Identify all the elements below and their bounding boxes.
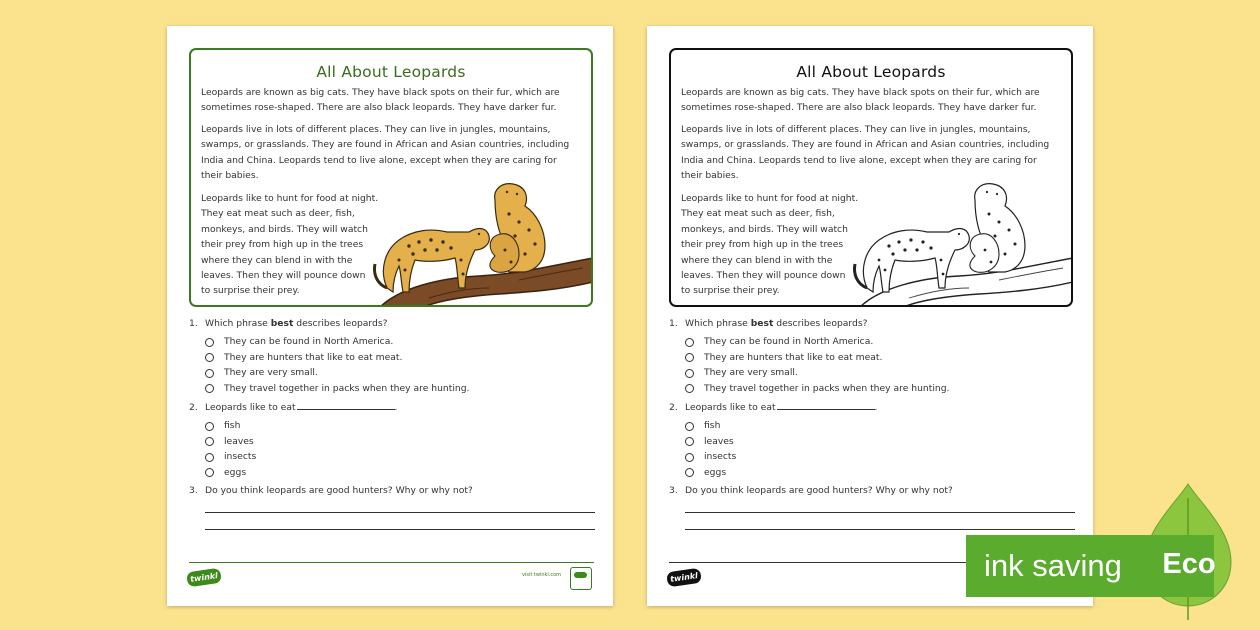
text-line: their babies. (681, 170, 739, 182)
leopard-illustration (369, 170, 593, 307)
question-text: describes leopards? (293, 318, 388, 329)
question-emphasis: best (750, 318, 774, 329)
question-text-end: . (874, 402, 878, 413)
question-number: 2. (189, 402, 198, 413)
question-text: Which phrase (685, 318, 751, 329)
worksheet-colour (167, 26, 613, 606)
text-line: leaves. Then they will pounce down (201, 270, 366, 282)
radio-option[interactable]: insects (684, 449, 736, 465)
question-number: 3. (189, 485, 198, 496)
radio-option[interactable]: leaves (684, 434, 736, 450)
text-line: Leopards live in lots of different places. They can live in jungles, mountains, (681, 124, 1031, 135)
radio-option[interactable]: They are very small. (684, 365, 949, 381)
page-title: All About Leopards (316, 63, 466, 81)
twinkl-logo: twinkl (666, 568, 702, 588)
radio-option[interactable]: leaves (204, 434, 256, 450)
question-3 (189, 485, 473, 496)
text-line: Leopards live in lots of different places. They can live in jungles, mountains, (201, 124, 551, 135)
text-line: Leopards like to hunt for food at night. (201, 193, 379, 204)
question-text: Leopards like to eat (685, 402, 776, 413)
radio-option[interactable]: They can be found in North America. (204, 334, 469, 350)
question-1-options (204, 334, 469, 396)
text-line: where they can blend in with the (201, 254, 353, 266)
leopard-illustration-outline (849, 170, 1073, 307)
text-line: sometimes rose-shaped. There are also black leopards. They have darker fur. (201, 102, 557, 114)
text-line: Leopards like to hunt for food at night. (681, 193, 859, 204)
text-line: sometimes rose-shaped. There are also black leopards. They have darker fur. (681, 102, 1037, 114)
question-number: 3. (669, 485, 678, 496)
question-text: Leopards like to eat (205, 402, 296, 413)
fill-in-blank[interactable] (297, 409, 395, 410)
eco-label: Eco (1162, 548, 1216, 580)
text-line: They eat meat such as deer, fish, (201, 208, 355, 220)
text-line: swamps, or grasslands. They are found in African and Asian countries, including (201, 139, 570, 151)
question-text-end: . (394, 402, 398, 413)
text-line: India and China. Leopards tend to live alone, except when they are caring for (201, 154, 557, 166)
radio-option[interactable]: fish (204, 418, 256, 434)
text-line: to surprise their prey. (201, 285, 300, 297)
twinkl-logo: twinkl (186, 568, 222, 588)
fill-in-blank[interactable] (777, 409, 875, 410)
question-number: 1. (669, 318, 678, 329)
text-line: leaves. Then they will pounce down (681, 270, 846, 282)
text-line: India and China. Leopards tend to live alone, except when they are caring for (681, 154, 1037, 166)
text-line: monkeys, and birds. They will watch (681, 223, 848, 235)
badge-icon (570, 567, 592, 590)
question-emphasis: best (270, 318, 294, 329)
question-text: Do you think leopards are good hunters? Why or why not? (685, 485, 953, 496)
radio-option[interactable]: eggs (684, 465, 736, 481)
answer-line[interactable] (685, 512, 1075, 513)
question-2 (189, 402, 397, 413)
question-text: Do you think leopards are good hunters? Why or why not? (205, 485, 473, 496)
paragraph-3 (201, 191, 387, 299)
radio-option[interactable]: They can be found in North America. (684, 334, 949, 350)
radio-option[interactable]: insects (204, 449, 256, 465)
question-2-options (204, 418, 256, 480)
radio-option[interactable]: They are hunters that like to eat meat. (204, 350, 469, 366)
text-line: to surprise their prey. (681, 285, 780, 297)
paragraph-3 (681, 191, 867, 299)
worksheet-ink-saving (647, 26, 1093, 606)
text-line: where they can blend in with the (681, 254, 833, 266)
question-number: 1. (189, 318, 198, 329)
question-1-options (684, 334, 949, 396)
footer-divider (189, 562, 594, 563)
answer-line[interactable] (205, 512, 595, 513)
text-line: They eat meat such as deer, fish, (681, 208, 835, 220)
radio-option[interactable]: They travel together in packs when they are hunting. (684, 381, 949, 397)
radio-option[interactable]: fish (684, 418, 736, 434)
paragraph-1 (681, 85, 1066, 116)
footer-url: visit twinkl.com (522, 572, 562, 578)
text-line: swamps, or grasslands. They are found in African and Asian countries, including (681, 139, 1050, 151)
text-line: Leopards are known as big cats. They have black spots on their fur, which are (201, 87, 560, 98)
paragraph-1 (201, 85, 586, 116)
reading-passage-box (669, 48, 1073, 307)
radio-option[interactable]: eggs (204, 465, 256, 481)
answer-line[interactable] (205, 529, 595, 530)
radio-option[interactable]: They are hunters that like to eat meat. (684, 350, 949, 366)
text-line: Leopards are known as big cats. They have black spots on their fur, which are (681, 87, 1040, 98)
question-3 (669, 485, 953, 496)
radio-option[interactable]: They travel together in packs when they are hunting. (204, 381, 469, 397)
text-line: their prey from high up in the trees (201, 239, 364, 251)
page-title: All About Leopards (796, 63, 946, 81)
question-text: describes leopards? (773, 318, 868, 329)
question-1 (189, 318, 388, 329)
question-number: 2. (669, 402, 678, 413)
text-line: monkeys, and birds. They will watch (201, 223, 368, 235)
question-text: Which phrase (205, 318, 271, 329)
answer-line[interactable] (685, 529, 1075, 530)
reading-passage-box (189, 48, 593, 307)
text-line: their prey from high up in the trees (681, 239, 844, 251)
question-2-options (684, 418, 736, 480)
question-1 (669, 318, 868, 329)
question-2 (669, 402, 877, 413)
ink-saving-banner: ink saving (966, 535, 1214, 597)
text-line: their babies. (201, 170, 259, 182)
radio-option[interactable]: They are very small. (204, 365, 469, 381)
